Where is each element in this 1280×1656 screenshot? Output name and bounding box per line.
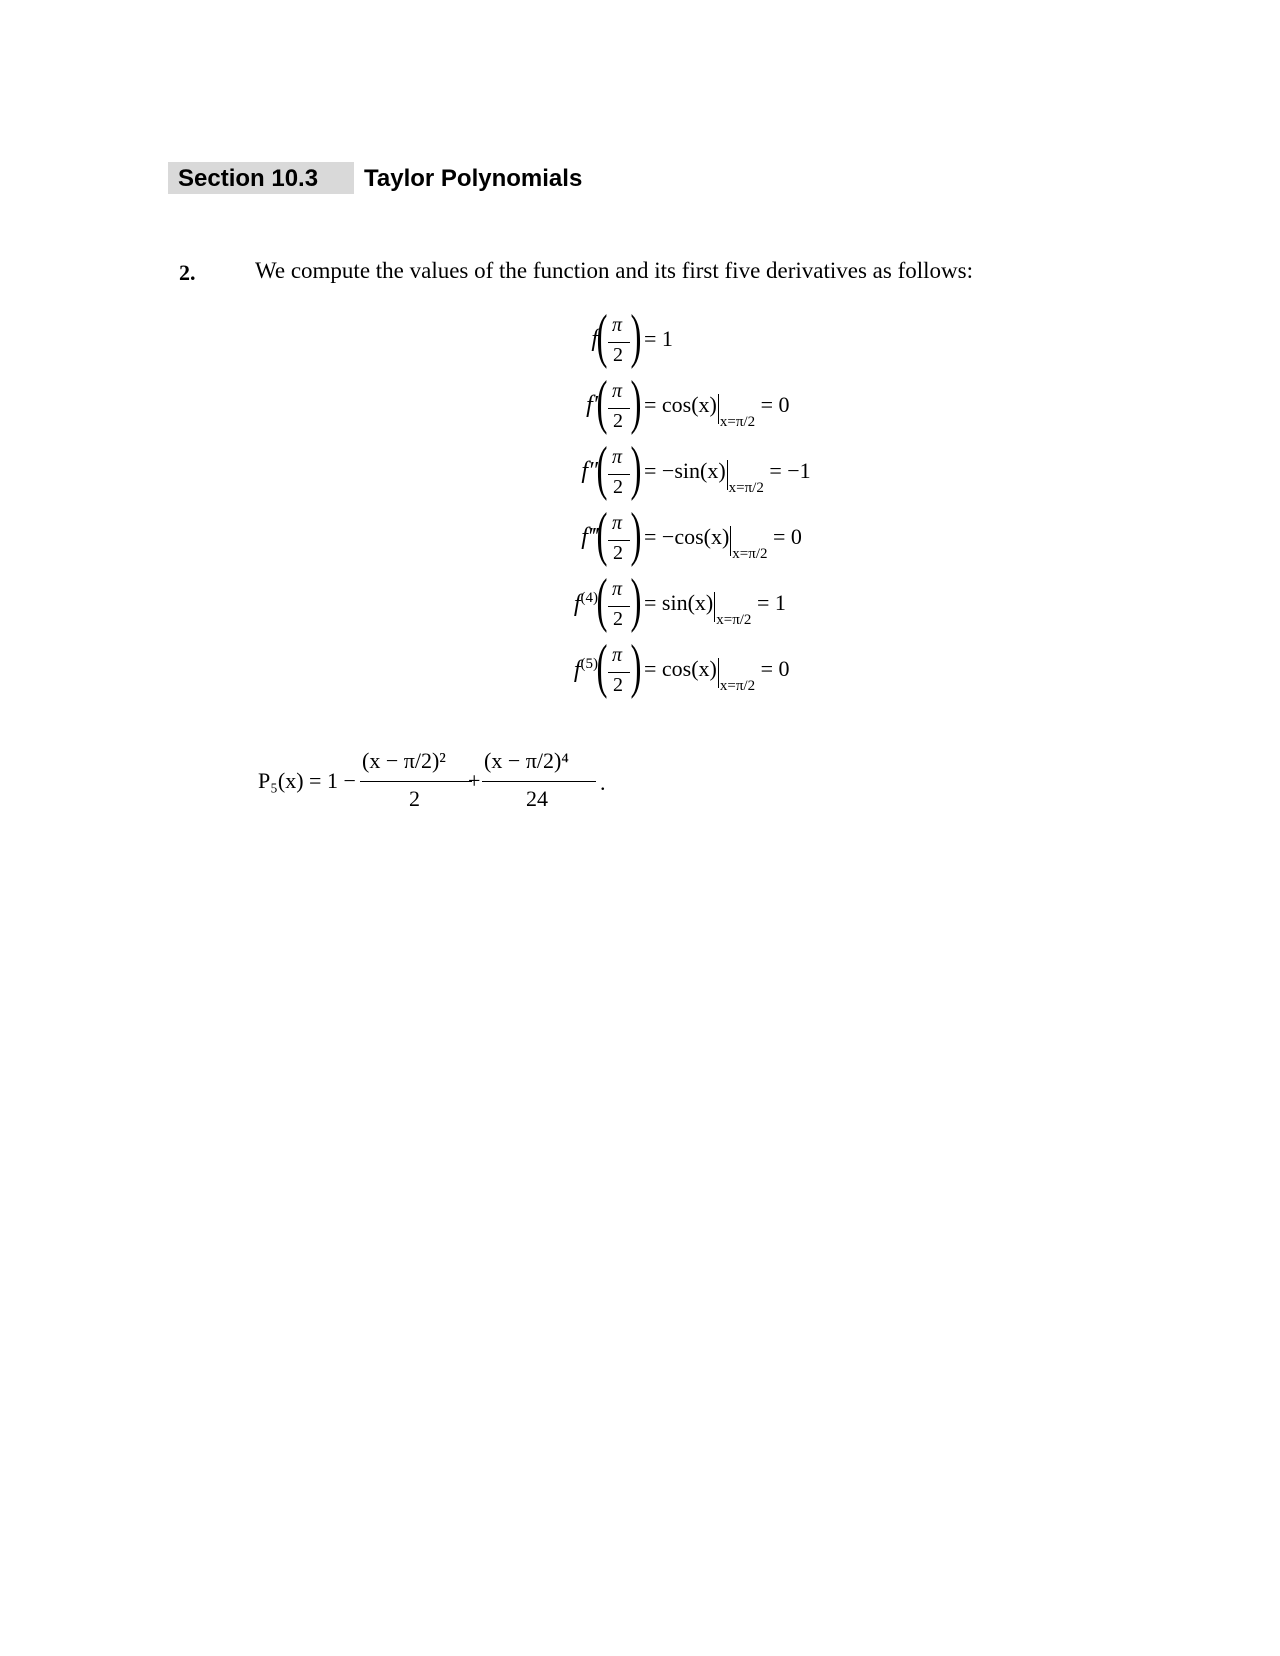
term1-denominator: 2: [409, 786, 420, 811]
derivative-row-4: [528, 567, 848, 636]
term2-numerator: (x − π/2)⁴: [484, 748, 569, 773]
derivative-row-0: [528, 303, 828, 372]
function-symbol: $f^{(4)}$: [573, 590, 598, 617]
argument-fraction: ( π 2 ): [596, 303, 642, 369]
function-symbol: f′: [586, 392, 598, 418]
problem-intro: We compute the values of the function and its first five derivatives as follows:: [255, 258, 973, 283]
derivative-result: = 0: [760, 392, 790, 417]
derivative-expression: = cos(x): [644, 392, 717, 417]
evaluation-point: x=π/2: [732, 546, 768, 562]
term1-numerator: (x − π/2)²: [362, 748, 446, 773]
derivative-result: = 0: [773, 524, 802, 549]
derivative-list: [0, 0, 1280, 720]
derivative-expression: = −sin(x): [644, 458, 726, 483]
evaluation-point: x=π/2: [719, 678, 756, 694]
derivative-row-3: [528, 501, 848, 570]
derivative-order: (4): [580, 590, 598, 606]
function-symbol: f″: [581, 458, 598, 484]
taylor-polynomial: [258, 748, 658, 818]
derivative-row-1: [528, 369, 848, 438]
derivative-result: = −1: [769, 458, 811, 483]
plus-sign: +: [468, 768, 481, 793]
section-number: Section 10.3: [178, 165, 319, 192]
argument-fraction: ( π 2 ): [596, 633, 642, 699]
end-period: .: [600, 770, 606, 795]
argument-fraction: ( π 2 ): [596, 369, 642, 435]
term1-fraction-bar: [360, 781, 472, 782]
derivative-result: = 1: [644, 326, 673, 351]
function-symbol: f: [591, 326, 598, 352]
section-title: Taylor Polynomials: [364, 165, 583, 192]
derivative-order: (5): [580, 656, 598, 672]
term2-denominator: 24: [526, 786, 548, 811]
evaluation-point: x=π/2: [728, 480, 764, 496]
derivative-row-2: [528, 435, 848, 504]
derivative-result: = 0: [760, 656, 790, 681]
evaluation-point: x=π/2: [719, 414, 756, 430]
problem-number: 2.: [179, 260, 196, 285]
polynomial-lhs: P₅(x) = 1 −: [258, 768, 356, 793]
evaluation-point: x=π/2: [716, 612, 752, 628]
derivative-expression: = sin(x): [644, 590, 714, 615]
derivative-expression: = −cos(x): [644, 524, 730, 549]
argument-fraction: ( π 2 ): [596, 435, 642, 501]
derivative-result: = 1: [756, 590, 786, 615]
derivative-expression: = cos(x): [644, 656, 717, 681]
argument-fraction: ( π 2 ): [596, 567, 642, 633]
function-symbol: $f^{(5)}$: [573, 656, 598, 683]
derivative-row-5: [528, 633, 848, 702]
argument-fraction: ( π 2 ): [596, 501, 642, 567]
function-symbol: f‴: [581, 524, 598, 550]
term2-fraction-bar: [482, 781, 596, 782]
